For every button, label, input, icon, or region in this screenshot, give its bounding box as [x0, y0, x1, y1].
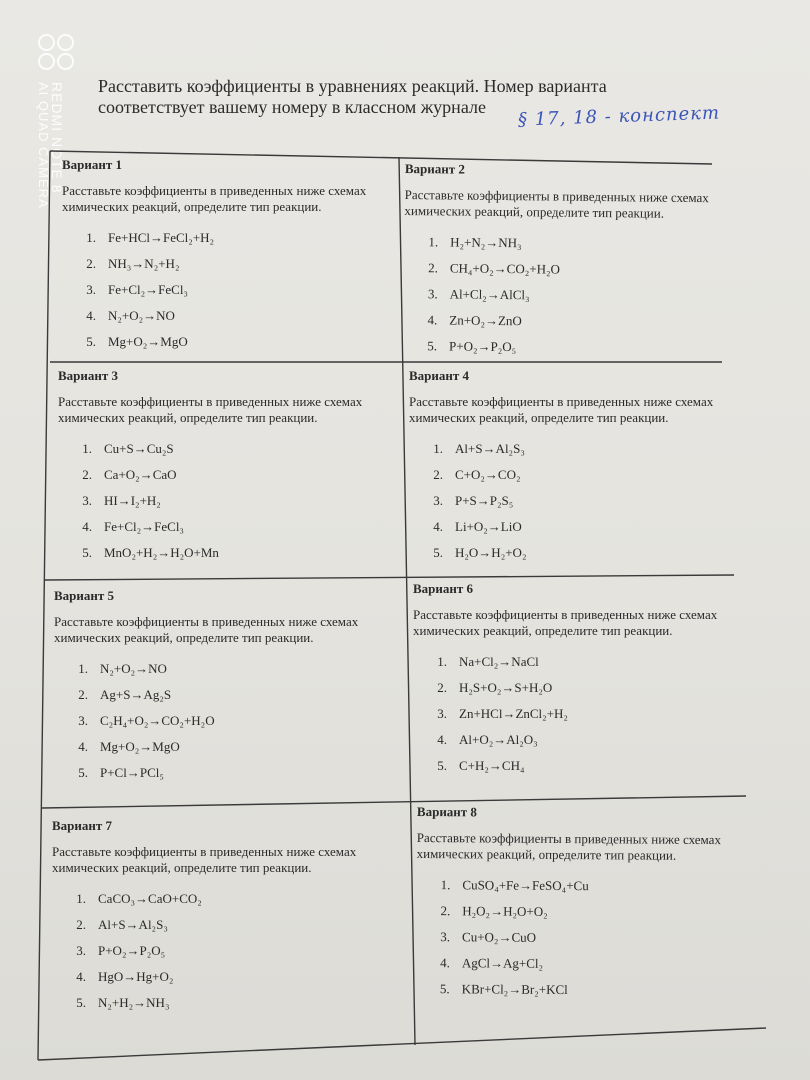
equation-item: 4. Li+O₂→LiO	[433, 519, 522, 534]
variant-title: Вариант 7	[52, 818, 113, 833]
equation-item: 1. Fe+HCl→FeCl₂+H₂	[86, 230, 215, 245]
variant-instruction: Расставьте коэффициенты в приведенных ниже схемах химических реакций, определите тип реакции.	[62, 183, 367, 214]
equation-item: 2. Ca+O₂→CaO	[82, 467, 177, 482]
equation-item: 2. H₂S+O₂→S+H₂O	[437, 680, 553, 695]
grid-line	[44, 575, 734, 580]
grid-line	[38, 151, 50, 1060]
equation-item: 5. C+H₂→CH₄	[437, 758, 525, 773]
variant-instruction: Расставьте коэффициенты в приведенных ниже схемах химических реакций, определите тип реакции.	[416, 829, 722, 863]
grid-line	[38, 1028, 766, 1060]
variant-5	[54, 588, 394, 786]
variant-3	[58, 368, 398, 566]
equation-item: 3. P+O₂→P₂O₅	[76, 943, 166, 958]
variant-1	[62, 157, 402, 355]
variant-instruction: Расставьте коэффициенты в приведенных ниже схемах химических реакций, определите тип реакции.	[54, 614, 359, 645]
equation-item: 5. P+Cl→PCl₅	[78, 765, 164, 780]
equation-item: 2. H₂O₂→H₂O+O₂	[440, 903, 548, 919]
watermark-line-2: AI QUAD CAMERA	[36, 82, 51, 209]
variant-instruction: Расставьте коэффициенты в приведенных ниже схемах химических реакций, определите тип реакции.	[409, 394, 714, 425]
equation-item: 2. Al+S→Al₂S₃	[76, 917, 168, 932]
variant-8	[416, 804, 742, 1004]
equation-item: 5. H₂O→H₂+O₂	[433, 545, 527, 560]
variant-6	[413, 581, 733, 779]
equation-item: 4. AgCl→Ag+Cl₂	[440, 955, 544, 971]
equation-item: 4. N₂+O₂→NO	[86, 308, 175, 323]
equation-item: 3. Zn+HCl→ZnCl₂+H₂	[437, 706, 568, 721]
header-line-2: соответствует вашему номеру в классном журнале	[98, 97, 486, 117]
equation-item: 3. P+S→P₂S₅	[433, 493, 514, 508]
equation-list	[52, 886, 392, 1016]
equation-item: 2. C+O₂→CO₂	[433, 467, 521, 482]
variant-title: Вариант 5	[54, 588, 115, 603]
equation-item: 3. HI→I₂+H₂	[82, 493, 161, 508]
equation-item: 4. HgO→Hg+O₂	[76, 969, 174, 984]
variant-7	[52, 818, 392, 1016]
equation-list	[413, 649, 733, 779]
variant-2	[403, 161, 715, 362]
equation-item: 5. Mg+O₂→MgO	[86, 334, 188, 349]
equation-item: 5. N₂+H₂→NH₃	[76, 995, 170, 1010]
variant-instruction: Расставьте коэффициенты в приведенных ниже схемах химических реакций, определите тип реакции.	[58, 394, 363, 425]
variant-title: Вариант 6	[413, 581, 474, 596]
equation-list	[58, 436, 398, 566]
handwritten-note: § 17, 18 - конспект	[517, 102, 721, 131]
equation-item: 1. CaCO₃→CaO+CO₂	[76, 891, 202, 906]
equation-item: 2. NH₃→N₂+H₂	[86, 256, 180, 271]
variant-instruction: Расставьте коэффициенты в приведенных ниже схемах химических реакций, определите тип реакции.	[413, 607, 718, 638]
equation-item: 2. Ag+S→Ag₂S	[78, 687, 172, 702]
equation-item: 1. N₂+O₂→NO	[78, 661, 167, 676]
equation-item: 3. Fe+Cl₂→FeCl₃	[86, 282, 188, 297]
equation-list	[62, 225, 402, 355]
equation-item: 1. Al+S→Al₂S₃	[433, 441, 525, 456]
equation-list	[54, 656, 394, 786]
equation-item: 5. KBr+Cl₂→Br₂+KCl	[439, 981, 568, 998]
equation-item: 3. C₂H₄+O₂→CO₂+H₂O	[78, 713, 215, 728]
equation-item: 5. P+O₂→P₂O₅	[427, 338, 517, 355]
variant-title: Вариант 3	[58, 368, 119, 383]
equation-item: 1. Cu+S→Cu₂S	[82, 441, 174, 456]
variant-instruction: Расставьте коэффициенты в приведенных ниже схемах химических реакций, определите тип реакции.	[404, 186, 709, 221]
equation-item: 3. Al+Cl₂→AlCl₃	[427, 286, 530, 303]
variant-instruction: Расставьте коэффициенты в приведенных ниже схемах химических реакций, определите тип реакции.	[52, 844, 357, 875]
equation-list	[416, 872, 742, 1004]
variant-title: Вариант 4	[409, 368, 470, 383]
variant-title: Вариант 2	[404, 161, 466, 177]
equation-item: 1. Na+Cl₂→NaCl	[437, 654, 539, 669]
equation-item: 1. CuSO₄+Fe→FeSO₄+Cu	[440, 877, 589, 894]
variant-title: Вариант 1	[62, 157, 123, 172]
equation-item: 4. Mg+O₂→MgO	[78, 739, 180, 754]
watermark-line-1: REDMI NOTE 8	[49, 82, 65, 194]
equation-item: 2. CH₄+O₂→CO₂+H₂O	[428, 260, 561, 277]
equation-item: 3. Cu+O₂→CuO	[440, 929, 537, 945]
equation-list	[409, 436, 724, 566]
header-line-1: Расставить коэффициенты в уравнениях реакций. Номер варианта	[98, 76, 607, 96]
equation-list	[403, 229, 714, 362]
equation-item: 4. Zn+O₂→ZnO	[427, 312, 522, 329]
variant-4	[409, 368, 724, 566]
equation-item: 4. Fe+Cl₂→FeCl₃	[82, 519, 184, 534]
equation-item: 5. MnO₂+H₂→H₂O+Mn	[82, 545, 219, 560]
variant-title: Вариант 8	[416, 804, 478, 820]
equation-item: 1. H₂+N₂→NH₃	[428, 234, 522, 251]
equation-item: 4. Al+O₂→Al₂O₃	[437, 732, 538, 747]
